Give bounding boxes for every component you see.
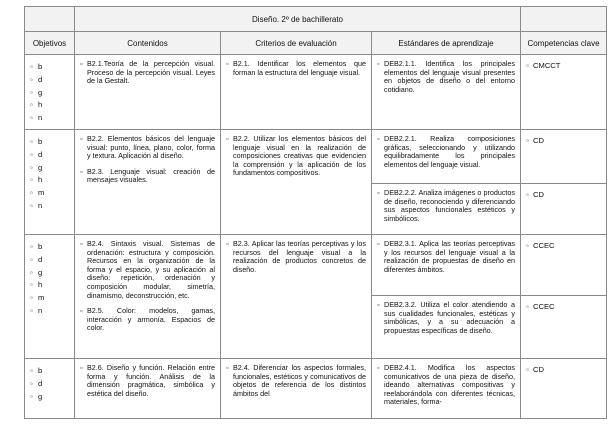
bullet-icon: ▫ (30, 149, 33, 159)
bullet-icon: ▫ (30, 242, 33, 251)
bullet-icon: ▫ (30, 62, 33, 71)
objetivo-item: ▫ b (30, 61, 70, 74)
estandar-item: ▫ DEB2.3.1. Aplica las teorías perceptivas y los recursos del lenguaje visual a la realización de propuestas de diseño en diferentes ámbitos. (377, 239, 516, 274)
bullet-icon: ▫ (30, 254, 33, 264)
bullet-icon: ▫ (30, 267, 33, 277)
criterios-cell (221, 55, 372, 130)
bullet-icon: ▫ (80, 59, 83, 68)
contenidos-cell (75, 359, 221, 419)
competencia-item: ▫ CMCCT (526, 61, 561, 70)
competencia-item: ▫ CD (526, 190, 544, 199)
objetivo-item: ▫ n (30, 112, 70, 125)
bullet-icon: ▫ (30, 378, 33, 388)
bullet-icon: ▫ (30, 391, 33, 401)
bullet-icon: ▫ (30, 188, 33, 198)
header-contenidos: Contenidos (75, 32, 221, 55)
objetivo-item: ▫ b (30, 136, 70, 149)
bullet-icon: ▫ (30, 113, 33, 123)
estandar-cell (372, 235, 521, 296)
estandar-item: ▫ DEB2.1.1. Identifica los principales elementos del lenguaje visual presentes en objetos de diseño o del entorno cotidiano. (377, 59, 516, 94)
table-row (25, 130, 607, 184)
objetivo-item: ▫ m (30, 292, 70, 305)
header-estandares: Estándares de aprendizaje (372, 32, 521, 55)
competencia-item: ▫ CD (526, 365, 544, 374)
objetivo-item: ▫ d (30, 149, 70, 162)
competencia-cell (521, 359, 607, 419)
bullet-icon: ▫ (226, 239, 229, 248)
competencia-cell (521, 296, 607, 359)
objetivos-cell (25, 55, 75, 130)
bullet-icon: ▫ (226, 59, 229, 68)
criterios-cell (221, 130, 372, 235)
objetivos-cell (25, 130, 75, 235)
bullet-icon: ▫ (30, 280, 33, 290)
criterio-item: ▫ B2.2. Utilizar los elementos básicos del lenguaje visual en la realización de composiciones creativas que evidencien la comprensión y la aplicación de los fundamentos compositivos. (226, 134, 366, 178)
bullet-icon: ▫ (526, 61, 529, 70)
contenidos-cell (75, 130, 221, 235)
table-row (25, 235, 607, 296)
estandar-cell (372, 130, 521, 184)
title-spacer-cell (25, 7, 75, 32)
contenido-item: ▫ B2.2. Elementos básicos del lenguaje visual: punto, línea, plano, color, forma y textura. Aplicación al diseño. (80, 134, 215, 161)
competencia-item: ▫ CD (526, 136, 544, 145)
objetivo-item: ▫ d (30, 254, 70, 267)
contenido-item: ▫ B2.5. Color: modelos, gamas, interacción y armonía. Espacios de color. (80, 306, 215, 333)
bullet-icon: ▫ (526, 190, 529, 199)
objetivo-item: ▫ b (30, 365, 70, 378)
objetivo-item: ▫ g (30, 87, 70, 100)
competencia-item: ▫ CCEC (526, 302, 555, 311)
bullet-icon: ▫ (526, 241, 529, 250)
bullet-icon: ▫ (30, 100, 33, 110)
estandar-item: ▫ DEB2.4.1. Modifica los aspectos comunicativos de una pieza de diseño, ideando alternativas compositivas y reelaborándola con diferentes técnicas, materiales, forma- (377, 363, 516, 407)
title-spacer-cell (521, 7, 607, 32)
objetivo-item: ▫ n (30, 305, 70, 318)
estandar-item: ▫ DEB2.2.2. Analiza imágenes o productos de diseño, reconociendo y diferenciando sus aspectos funcionales estéticos y simbólicos. (377, 188, 516, 223)
objetivo-item: ▫ h (30, 279, 70, 292)
estandar-cell (372, 359, 521, 419)
objetivo-item: ▫ b (30, 241, 70, 254)
bullet-icon: ▫ (377, 363, 380, 372)
bullet-icon: ▫ (377, 188, 380, 197)
header-criterios: Criterios de evaluación (221, 32, 372, 55)
criterio-item: ▫ B2.1. Identificar los elementos que forman la estructura del lenguaje visual. (226, 59, 366, 77)
bullet-icon: ▫ (377, 300, 380, 309)
contenidos-cell (75, 235, 221, 359)
header-competencias: Competencias clave (521, 32, 607, 55)
header-row (25, 32, 607, 55)
bullet-icon: ▫ (30, 305, 33, 315)
bullet-icon: ▫ (377, 59, 380, 68)
objetivo-item: ▫ m (30, 187, 70, 200)
objetivo-item: ▫ n (30, 200, 70, 213)
bullet-icon: ▫ (226, 134, 229, 143)
bullet-icon: ▫ (80, 306, 83, 316)
objetivo-item: ▫ g (30, 267, 70, 280)
contenido-item: ▫ B2.1.Teoría de la percepción visual. Proceso de la percepción visual. Leyes de la Gestalt. (80, 59, 215, 86)
competencia-cell (521, 235, 607, 296)
objetivo-item: ▫ h (30, 99, 70, 112)
bullet-icon: ▫ (377, 239, 380, 248)
bullet-icon: ▫ (226, 363, 229, 372)
objetivo-item: ▫ d (30, 378, 70, 391)
title-row (25, 7, 607, 32)
bullet-icon: ▫ (80, 134, 83, 143)
competencia-cell (521, 55, 607, 130)
objetivos-cell (25, 235, 75, 359)
bullet-icon: ▫ (30, 175, 33, 185)
contenidos-cell (75, 55, 221, 130)
header-objetivos: Objetivos (25, 32, 75, 55)
contenido-item: ▫ B2.3. Lenguaje visual: creación de mensajes visuales. (80, 166, 215, 185)
estandar-cell (372, 55, 521, 130)
bullet-icon: ▫ (80, 166, 83, 176)
contenido-item: ▫ B2.6. Diseño y función. Relación entre forma y función. Análisis de la dimensión pragmática, simbólica y estética del diseño. (80, 363, 215, 398)
estandar-cell (372, 184, 521, 235)
bullet-icon: ▫ (30, 74, 33, 84)
contenido-item: ▫ B2.4. Sintaxis visual. Sistemas de ordenación: estructura y composición. Recursos en la organización de la forma y el espacio, y su aplicación al diseño: repetición, ordenación y composición modular, simetría, dinamismo, deconstrucción, etc. (80, 239, 215, 300)
competencia-item: ▫ CCEC (526, 241, 555, 250)
criterio-item: ▫ B2.4. Diferenciar los aspectos formales, funcionales, estéticos y comunicativos de objetos de referencia de los distintos ámbitos del (226, 363, 366, 398)
estandar-item: ▫ DEB2.2.1. Realiza composiciones gráficas, seleccionando y utilizando equilibradamente los principales elementos del lenguaje visual. (377, 134, 516, 169)
objetivo-item: ▫ g (30, 162, 70, 175)
criterios-cell (221, 359, 372, 419)
bullet-icon: ▫ (30, 293, 33, 303)
bullet-icon: ▫ (30, 137, 33, 146)
objetivos-cell (25, 359, 75, 419)
competencia-cell (521, 130, 607, 184)
bullet-icon: ▫ (80, 239, 83, 248)
estandar-cell (372, 296, 521, 359)
objetivo-item: ▫ g (30, 391, 70, 404)
curriculum-table (24, 6, 607, 419)
bullet-icon: ▫ (526, 136, 529, 145)
table-title: Diseño. 2º de bachillerato (75, 7, 521, 32)
table-row (25, 359, 607, 419)
objetivo-item: ▫ h (30, 174, 70, 187)
curriculum-table-container (24, 6, 606, 419)
objetivo-item: ▫ d (30, 74, 70, 87)
bullet-icon: ▫ (80, 363, 83, 372)
bullet-icon: ▫ (30, 87, 33, 97)
competencia-cell (521, 184, 607, 235)
criterio-item: ▫ B2.3. Aplicar las teorías perceptivas y los recursos del lenguaje visual a la realización de productos concretos de diseño. (226, 239, 366, 274)
bullet-icon: ▫ (30, 366, 33, 375)
bullet-icon: ▫ (526, 365, 529, 374)
bullet-icon: ▫ (30, 200, 33, 210)
table-row (25, 55, 607, 130)
bullet-icon: ▫ (377, 134, 380, 143)
estandar-item: ▫ DEB2.3.2. Utiliza el color atendiendo a sus cualidades funcionales, estéticas y simbólicas, y a su adecuación a propuestas específicas de diseño. (377, 300, 516, 335)
bullet-icon: ▫ (526, 302, 529, 311)
bullet-icon: ▫ (30, 162, 33, 172)
criterios-cell (221, 235, 372, 359)
